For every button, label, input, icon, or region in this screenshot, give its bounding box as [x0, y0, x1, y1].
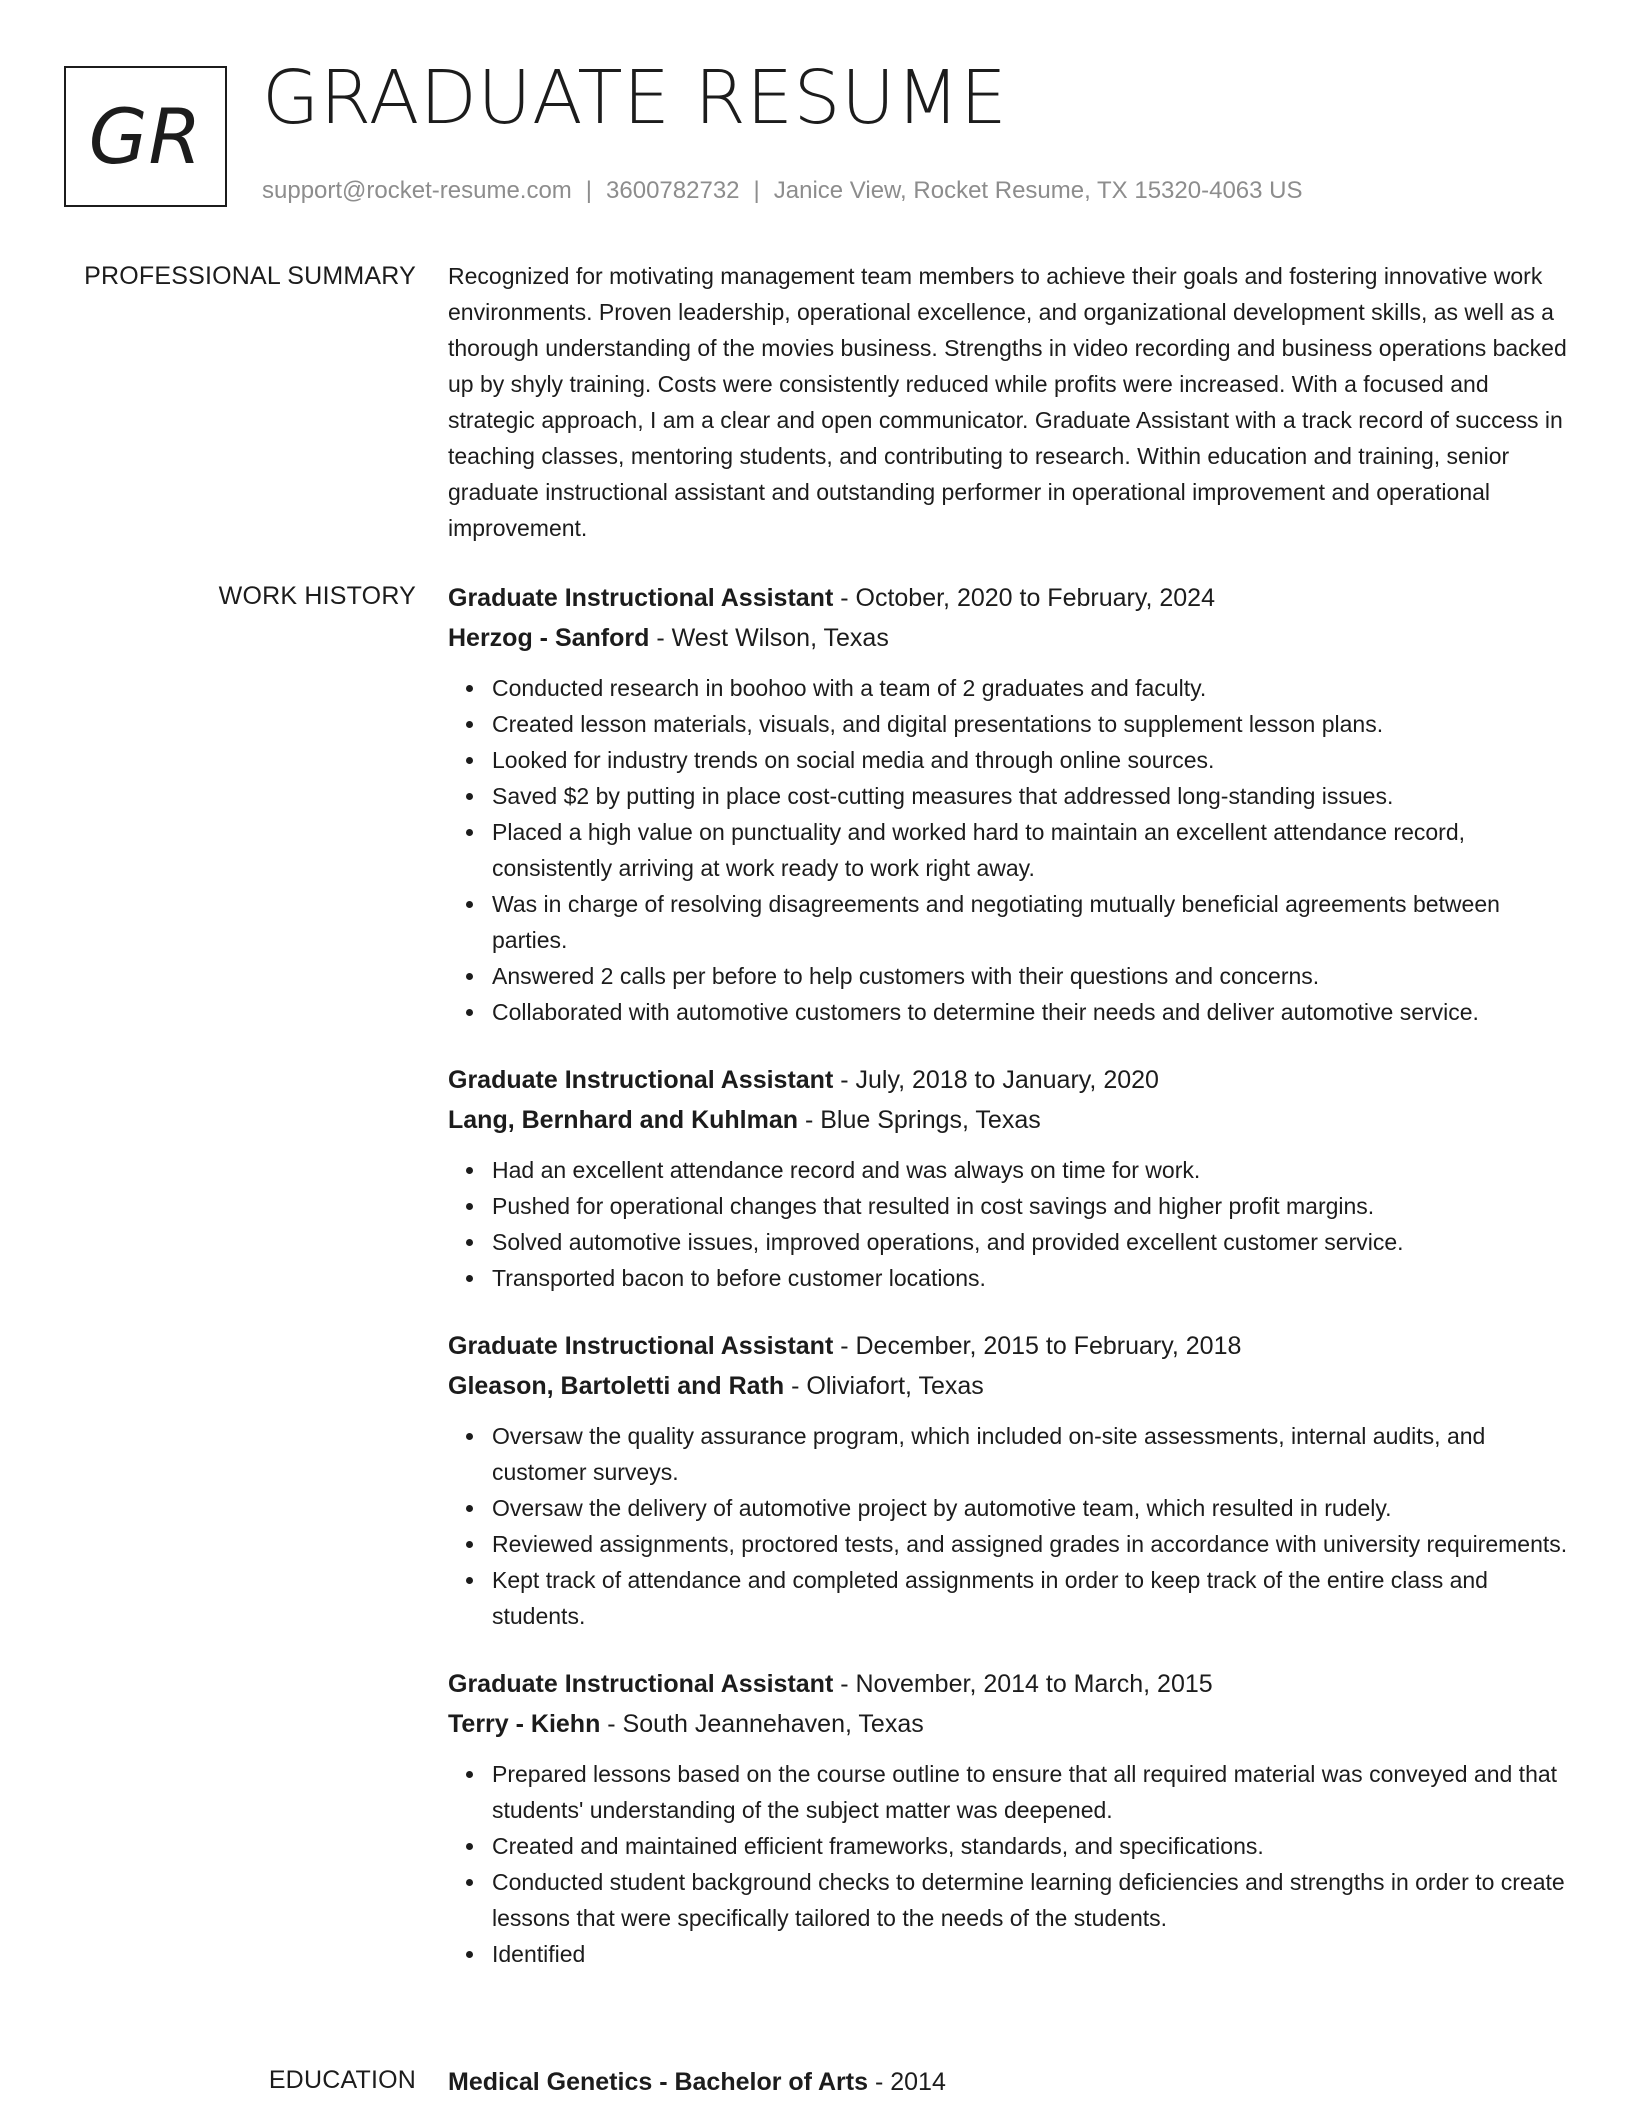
section-label-summary: PROFESSIONAL SUMMARY [84, 262, 416, 290]
list-item: Created lesson materials, visuals, and digital presentations to supplement lesson plans. [492, 706, 1570, 742]
job-bullets [448, 1756, 1570, 1972]
work-history-body [448, 578, 1570, 2002]
job-title-line [448, 1326, 1570, 1366]
job-location: - Oliviafort, Texas [784, 1372, 984, 1400]
job-bullets [448, 670, 1570, 1030]
job-entry [448, 1664, 1570, 1972]
section-label-education: EDUCATION [268, 2066, 416, 2094]
list-item: Identified [492, 1936, 1570, 1972]
job-title-line [448, 578, 1570, 618]
job-location: - Blue Springs, Texas [798, 1106, 1041, 1134]
list-item: Prepared lessons based on the course outline to ensure that all required material was conveyed and that students' understanding of the subject matter was deepened. [492, 1756, 1570, 1828]
list-item: Had an excellent attendance record and was always on time for work. [492, 1152, 1570, 1188]
job-company-line [448, 1704, 1570, 1744]
list-item: Saved $2 by putting in place cost-cutting measures that addressed long-standing issues. [492, 778, 1570, 814]
monogram-initials: GR [88, 91, 203, 181]
job-entry [448, 578, 1570, 1030]
list-item: Looked for industry trends on social media and through online sources. [492, 742, 1570, 778]
list-item: Conducted student background checks to determine learning deficiencies and strengths in order to create lessons that were specifically tailored to the needs of the students. [492, 1864, 1570, 1936]
job-company-line [448, 1366, 1570, 1406]
job-company-line [448, 618, 1570, 658]
monogram-box [64, 66, 227, 207]
job-dates: - July, 2018 to January, 2020 [833, 1066, 1159, 1094]
summary-body [448, 258, 1570, 546]
list-item: Conducted research in boohoo with a team of 2 graduates and faculty. [492, 670, 1570, 706]
education-body [448, 2062, 1570, 2102]
list-item: Oversaw the quality assurance program, which included on-site assessments, internal audits, and customer surveys. [492, 1418, 1570, 1490]
list-item: Collaborated with automotive customers to determine their needs and deliver automotive service. [492, 994, 1570, 1030]
list-item: Oversaw the delivery of automotive project by automotive team, which resulted in rudely. [492, 1490, 1570, 1526]
job-company: Gleason, Bartoletti and Rath [448, 1372, 785, 1400]
list-item: Created and maintained efficient frameworks, standards, and specifications. [492, 1828, 1570, 1864]
summary-text: Recognized for motivating management team members to achieve their goals and fostering innovative work environments. Proven leadership, operational excellence, and organizational development skills, as well as a thorough understanding of the movies business. Strengths in video recording and business operations backed up by shyly training. Costs were consistently reduced while profits were increased. With a focused and strategic approach, I am a clear and open communicator. Graduate Assistant with a track record of success in teaching classes, mentoring students, and contributing to research. Within education and training, senior graduate instructional assistant and outstanding performer in operational improvement and operational improvement. [448, 263, 1567, 541]
list-item: Transported bacon to before customer locations. [492, 1260, 1570, 1296]
contact-email[interactable]: support@rocket-resume.com [262, 177, 572, 204]
education-degree: Medical Genetics - Bachelor of Arts [448, 2068, 869, 2096]
job-entry [448, 1326, 1570, 1634]
job-location: - West Wilson, Texas [649, 624, 889, 652]
job-bullets [448, 1152, 1570, 1296]
job-company: Terry - Kiehn [448, 1710, 601, 1738]
job-title-line [448, 1664, 1570, 1704]
job-company: Lang, Bernhard and Kuhlman [448, 1106, 799, 1134]
job-title: Graduate Instructional Assistant [448, 1332, 834, 1360]
resume-name: GRADUATE RESUME [262, 55, 1008, 141]
contact-separator: | [585, 177, 593, 204]
contact-address: Janice View, Rocket Resume, TX 15320-4063 US [773, 177, 1303, 204]
list-item: Kept track of attendance and completed assignments in order to keep track of the entire class and students. [492, 1562, 1570, 1634]
section-label-work-history: WORK HISTORY [218, 582, 416, 610]
contact-line [262, 176, 1303, 206]
list-item: Was in charge of resolving disagreements and negotiating mutually beneficial agreements between parties. [492, 886, 1570, 958]
list-item: Reviewed assignments, proctored tests, and assigned grades in accordance with university requirements. [492, 1526, 1570, 1562]
list-item: Solved automotive issues, improved operations, and provided excellent customer service. [492, 1224, 1570, 1260]
job-entry [448, 1060, 1570, 1296]
job-location: - South Jeannehaven, Texas [600, 1710, 924, 1738]
education-line [448, 2062, 1570, 2102]
list-item: Pushed for operational changes that resulted in cost savings and higher profit margins. [492, 1188, 1570, 1224]
job-company-line [448, 1100, 1570, 1140]
job-dates: - October, 2020 to February, 2024 [833, 584, 1215, 612]
job-title: Graduate Instructional Assistant [448, 1066, 834, 1094]
job-dates: - November, 2014 to March, 2015 [833, 1670, 1213, 1698]
job-company: Herzog - Sanford [448, 624, 650, 652]
education-year: - 2014 [868, 2068, 946, 2096]
contact-separator: | [753, 177, 760, 204]
job-title: Graduate Instructional Assistant [448, 1670, 834, 1698]
list-item: Placed a high value on punctuality and worked hard to maintain an excellent attendance record, consistently arriving at work ready to work right away. [492, 814, 1570, 886]
list-item: Answered 2 calls per before to help customers with their questions and concerns. [492, 958, 1570, 994]
job-dates: - December, 2015 to February, 2018 [833, 1332, 1242, 1360]
job-title: Graduate Instructional Assistant [448, 584, 834, 612]
job-title-line [448, 1060, 1570, 1100]
job-bullets [448, 1418, 1570, 1634]
contact-phone[interactable]: 3600782732 [606, 177, 740, 204]
